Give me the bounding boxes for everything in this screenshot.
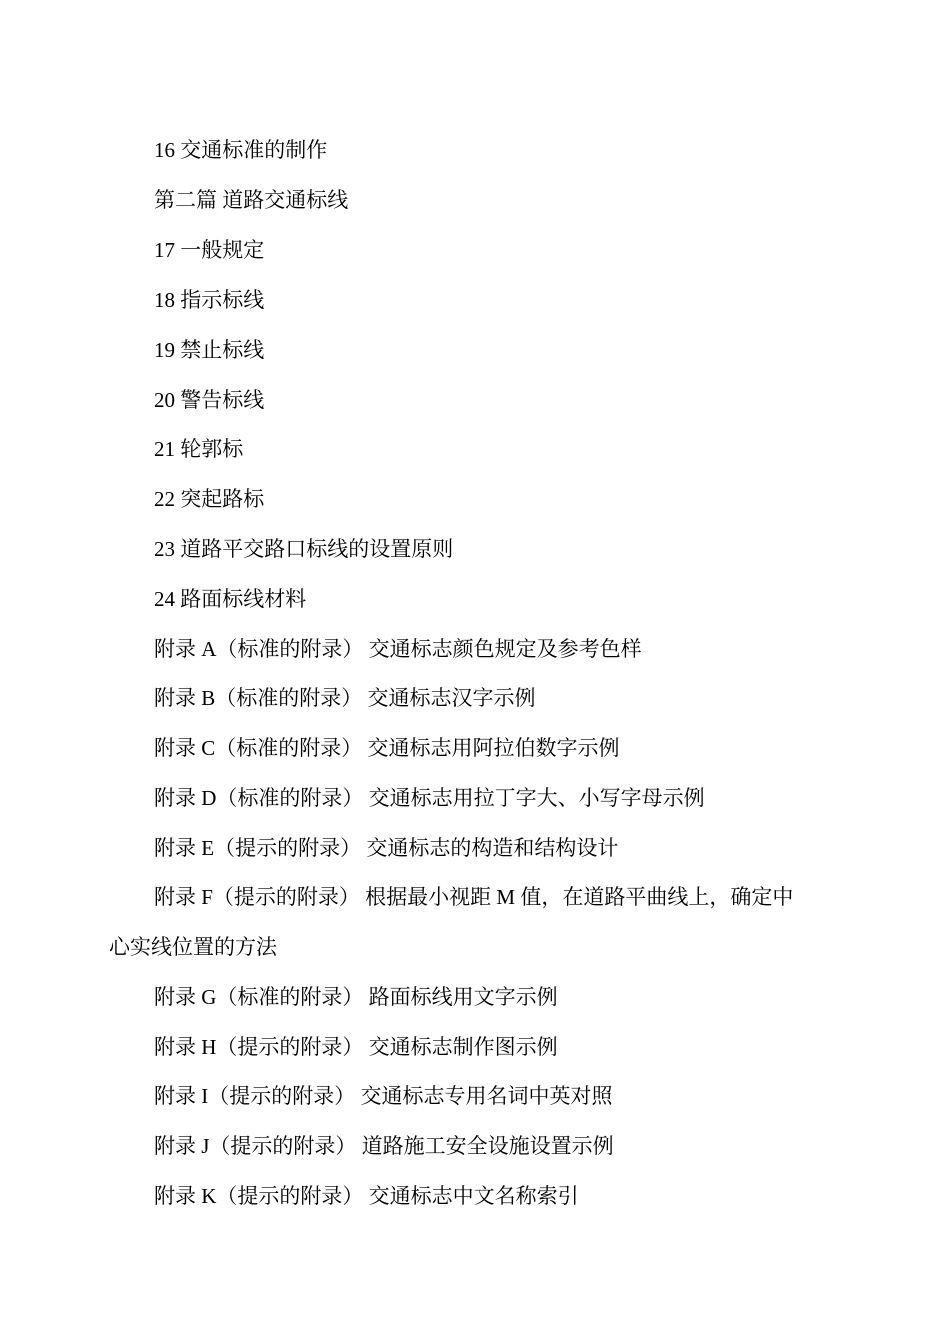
appendix-h: 附录 H（提示的附录） 交通标志制作图示例 xyxy=(154,1035,558,1059)
appendix-k: 附录 K（提示的附录） 交通标志中文名称索引 xyxy=(154,1184,579,1208)
appendix-b: 附录 B（标准的附录） 交通标志汉字示例 xyxy=(154,686,536,710)
appendix-f: 附录 F（提示的附录） 根据最小视距 M 值，在道路平曲线上，确定中 xyxy=(154,885,794,909)
toc-entry-24: 24 路面标线材料 xyxy=(154,587,307,611)
toc-entry-18: 18 指示标线 xyxy=(154,288,265,312)
appendix-g: 附录 G（标准的附录） 路面标线用文字示例 xyxy=(154,985,558,1009)
appendix-d: 附录 D（标准的附录） 交通标志用拉丁字大、小写字母示例 xyxy=(154,786,705,810)
toc-entry-17: 17 一般规定 xyxy=(154,238,265,262)
toc-entry-20: 20 警告标线 xyxy=(154,388,265,412)
appendix-j: 附录 J（提示的附录） 道路施工安全设施设置示例 xyxy=(154,1134,614,1158)
toc-entry-21: 21 轮郭标 xyxy=(154,437,244,461)
toc-entry-23: 23 道路平交路口标线的设置原则 xyxy=(154,537,454,561)
appendix-i: 附录 I（提示的附录） 交通标志专用名词中英对照 xyxy=(154,1084,613,1108)
appendix-f-continued: 心实线位置的方法 xyxy=(109,935,277,959)
appendix-c: 附录 C（标准的附录） 交通标志用阿拉伯数字示例 xyxy=(154,736,620,760)
toc-entry-16: 16 交通标准的制作 xyxy=(154,138,328,162)
appendix-e: 附录 E（提示的附录） 交通标志的构造和结构设计 xyxy=(154,836,619,860)
toc-entry-22: 22 突起路标 xyxy=(154,487,265,511)
appendix-a: 附录 A（标准的附录） 交通标志颜色规定及参考色样 xyxy=(154,637,642,661)
toc-entry-19: 19 禁止标线 xyxy=(154,338,265,362)
part-two-heading: 第二篇 道路交通标线 xyxy=(154,188,349,212)
